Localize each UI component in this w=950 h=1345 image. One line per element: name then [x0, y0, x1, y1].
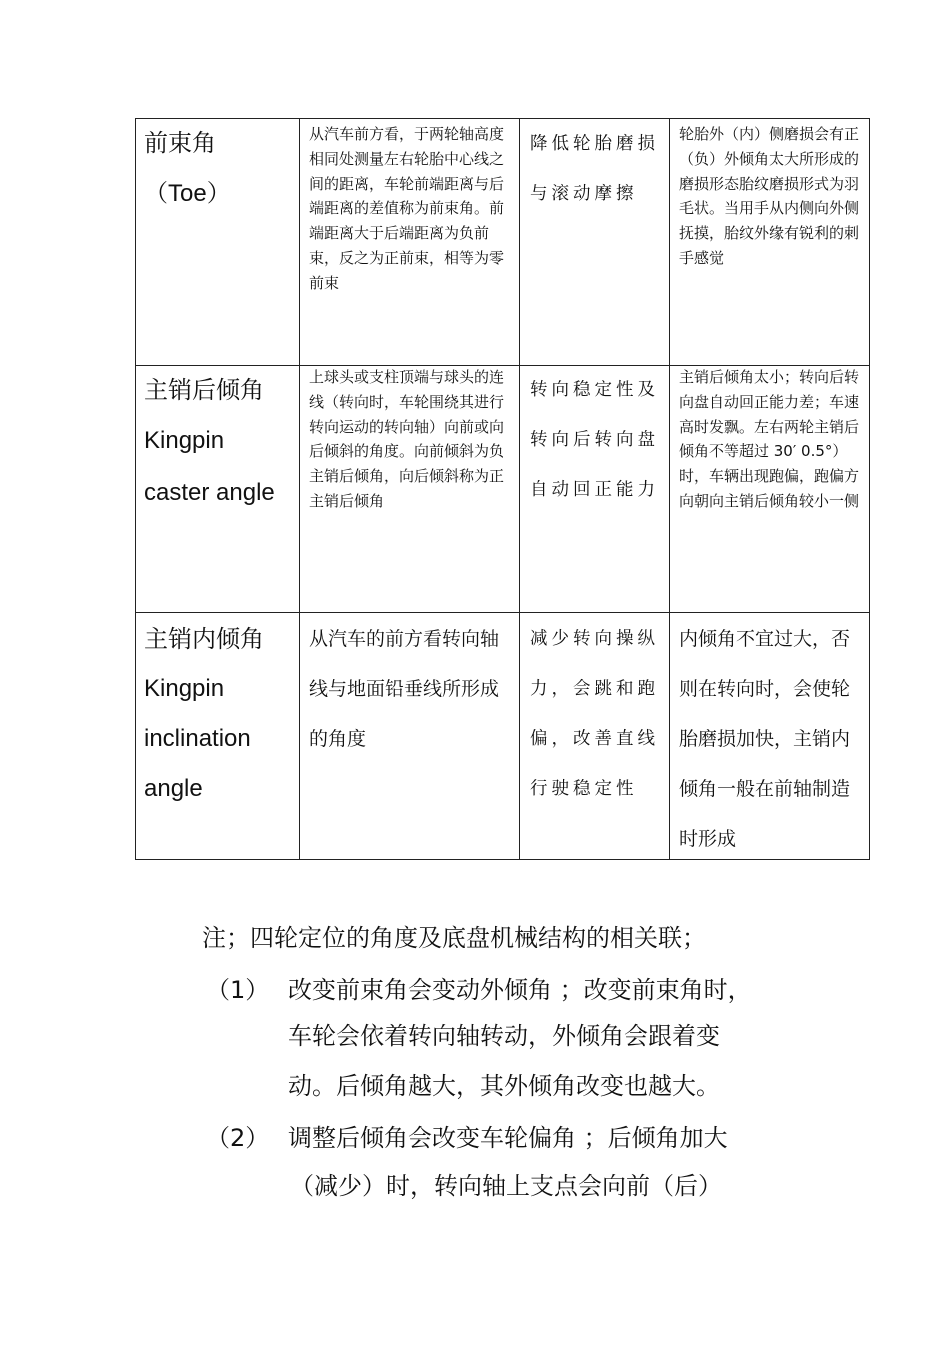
- function-cell: 减少转向操纵力，会跳和跑偏，改善直线行驶稳定性: [520, 612, 670, 859]
- definition-cell: 上球头或支柱顶端与球头的连线（转向时，车轮围绕其进行转向运动的转向轴）向前或向后倾斜的角度。向前倾斜为负主销后倾角，向后倾斜称为正主销后倾角: [300, 365, 520, 612]
- note-item-number: （2）: [206, 1124, 270, 1152]
- function-cell: 降低轮胎磨损与滚动摩擦: [520, 119, 670, 365]
- angle-name-en: angle: [144, 775, 203, 802]
- effect-cell: 主销后倾角太小；转向后转向盘自动回正能力差；车速高时发飘。左右两轮主销后倾角不等超过 30′ 0.5°）时，车辆出现跑偏，跑偏方向朝向主销后倾角较小一侧: [679, 368, 860, 510]
- angle-name-en: Kingpin: [144, 427, 225, 454]
- angle-name-en: （Toe）: [144, 180, 231, 207]
- table-row: [135, 365, 870, 613]
- angle-name-en: caster angle: [144, 479, 275, 506]
- definition-cell: 从汽车前方看，于两轮轴高度相同处测量左右轮胎中心线之间的距离，车轮前端距离与后端距离的差值称为前束角。前端距离大于后端距离为负前束，反之为正前束，相等为零前束: [300, 119, 520, 365]
- table-row: [135, 612, 870, 860]
- note-item-line: 车轮会依着转向轴转动，外倾角会跟着变: [288, 1022, 720, 1050]
- angle-name-cell: [136, 612, 300, 859]
- table-row: [135, 118, 870, 366]
- definition-cell: 从汽车的前方看转向轴线与地面铅垂线所形成的角度: [300, 612, 520, 859]
- angle-name-cn: 主销内倾角: [144, 625, 264, 653]
- note-title: 注；四轮定位的角度及底盘机械结构的相关联；: [202, 924, 706, 952]
- angle-name-cell: [136, 365, 300, 612]
- angle-name-cn: 前束角: [144, 129, 216, 157]
- function-cell: 转向稳定性及转向后转向盘自动回正能力: [520, 365, 670, 612]
- alignment-table: [135, 118, 870, 860]
- angle-name-en: Kingpin: [144, 675, 225, 702]
- angle-name-cn: 主销后倾角: [144, 376, 264, 404]
- angle-name-cell: [136, 119, 300, 365]
- note-item-number: （1）: [206, 976, 270, 1004]
- note-item-line: 改变前束角会变动外倾角 ；改变前束角时，: [288, 976, 752, 1004]
- angle-name-en: inclination: [144, 725, 251, 752]
- effect-cell: 轮胎外（内）侧磨损会有正（负）外倾角太大所形成的磨损形态胎纹磨损形式为羽毛状。当用手从内侧向外侧抚摸，胎纹外缘有锐利的刺手感觉: [679, 125, 860, 267]
- note-item-line: 动。后倾角越大，其外倾角改变也越大。: [288, 1072, 720, 1100]
- note-item-line: （减少）时，转向轴上支点会向前（后）: [290, 1172, 722, 1200]
- note-item-line: 调整后倾角会改变车轮偏角 ；后倾角加大: [288, 1124, 728, 1152]
- effect-cell: 内倾角不宜过大，否则在转向时，会使轮胎磨损加快，主销内倾角一般在前轴制造时形成: [679, 628, 851, 850]
